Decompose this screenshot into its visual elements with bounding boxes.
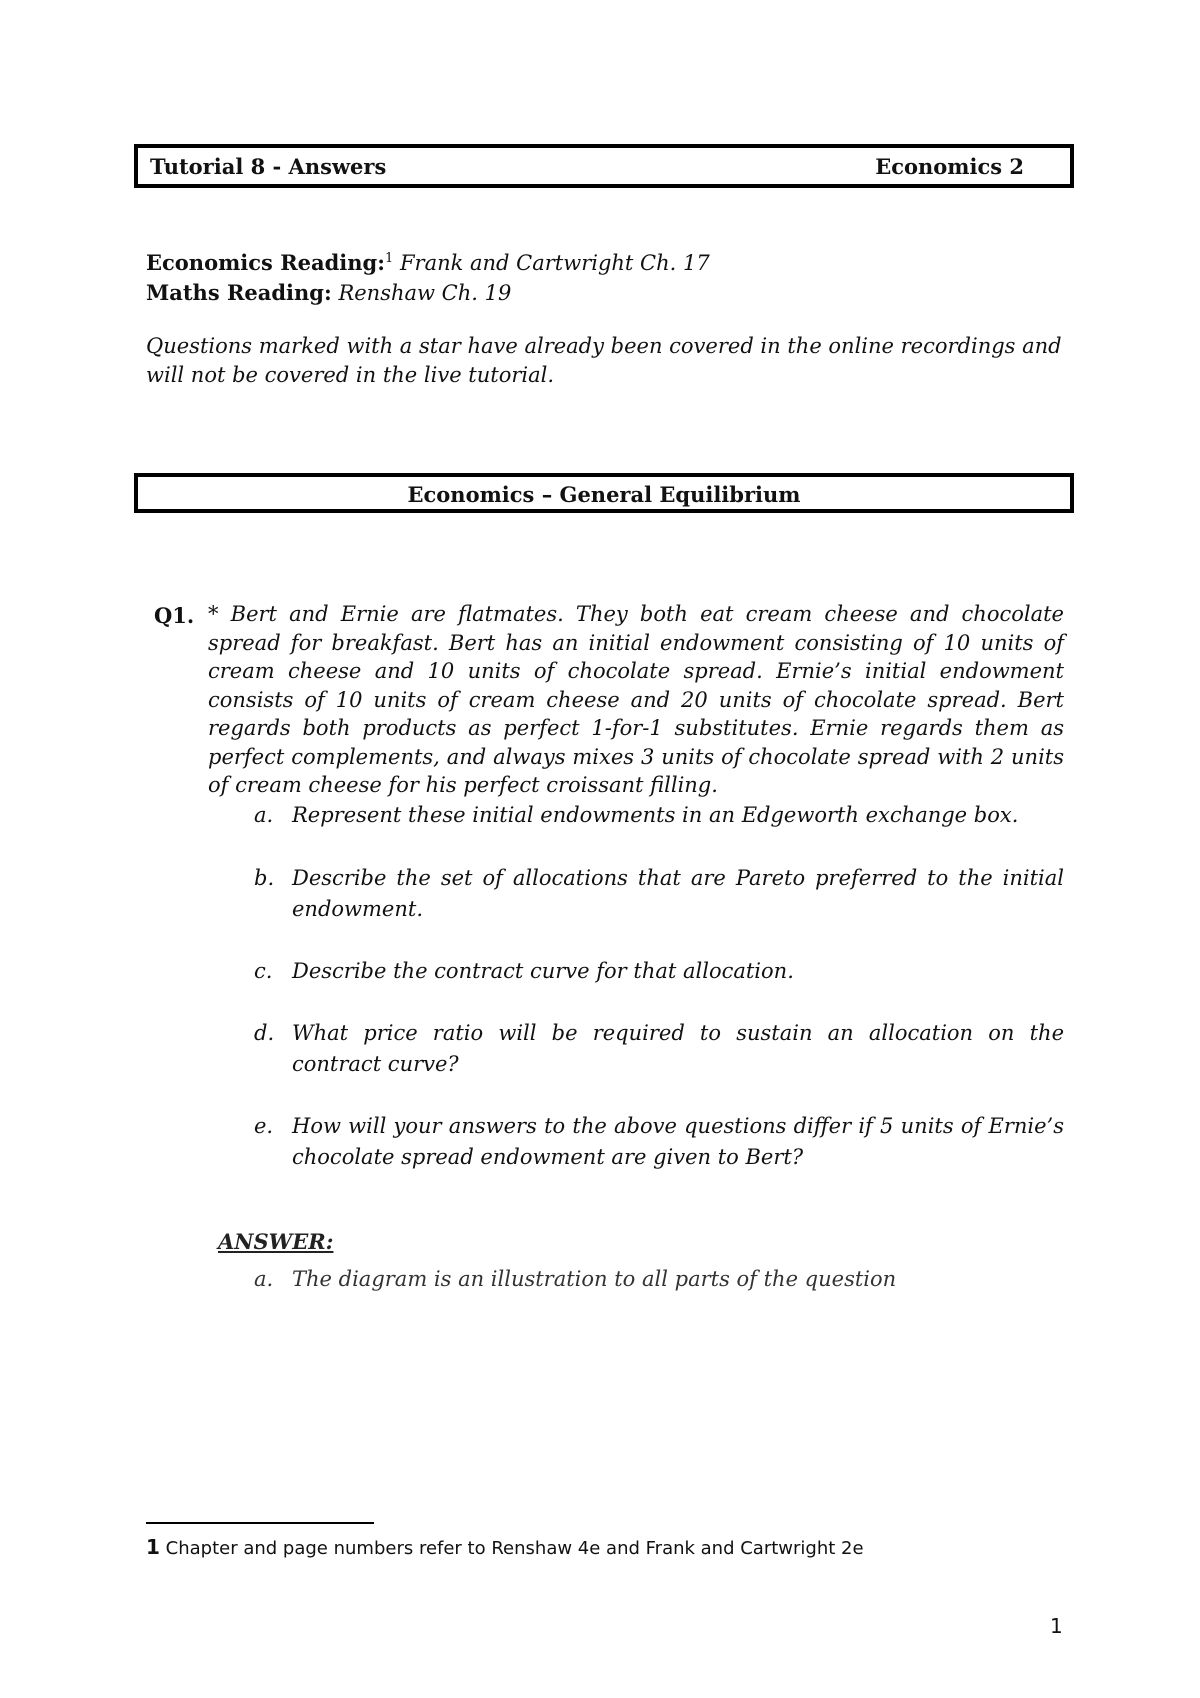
question-part-e [254,1111,1064,1173]
footnote-divider [146,1522,374,1524]
part-text: What price ratio will be required to sustain an allocation on the contract curve? [292,1021,1064,1076]
part-text: Represent these initial endowments in an Edgeworth exchange box. [292,803,1019,827]
answer-label: ANSWER: [218,1229,334,1254]
question-part-d [254,1018,1064,1080]
header-box [134,144,1074,188]
answer-part-a [254,1267,1064,1291]
section-title: Economics – General Equilibrium [407,482,801,507]
part-letter: a. [254,803,274,827]
economics-reading-label: Economics Reading: [146,250,385,275]
answer-text: The diagram is an illustration to all parts of the question [292,1267,897,1291]
part-text: Describe the contract curve for that allocation. [292,959,794,983]
footnote-reference[interactable]: 1 [384,251,394,266]
question-text: * Bert and Ernie are flatmates. They both eat cream cheese and chocolate spread for breakfast. Bert has an initial endowment consisting of 10 units of cream cheese and 10 units of chocolate spread. Ernie’s initial endowment consists of 10 units of cream cheese and 20 units of chocolate spread. Bert regards both products as perfect 1-for-1 substitutes. Ernie regards them as perfect complements, and always mixes 3 units of chocolate spread with 2 units of cream cheese for his perfect croissant filling. [208,602,1064,797]
part-letter: d. [254,1021,275,1045]
reading-list [146,244,710,308]
tutorial-title: Tutorial 8 - Answers [150,154,387,179]
economics-reading-text: Frank and Cartwright Ch. 17 [399,251,710,275]
footnote-text: Chapter and page numbers refer to Renshaw 4e and Frank and Cartwright 2e [159,1538,864,1559]
question-part-a [254,800,1064,831]
maths-reading [146,278,710,308]
star-note: Questions marked with a star have already been covered in the online recordings and will not be covered in the live tutorial. [146,334,1062,387]
section-title-box [134,473,1074,513]
part-text: How will your answers to the above questions differ if 5 units of Ernie’s chocolate spread endowment are given to Bert? [292,1114,1064,1169]
question-number: Q1. [154,603,195,628]
footnote [146,1535,864,1559]
economics-reading [146,244,710,278]
maths-reading-text: Renshaw Ch. 19 [338,281,512,305]
page-number: 1 [1050,1614,1063,1638]
part-text: Describe the set of allocations that are Pareto preferred to the initial endowment. [292,866,1064,921]
part-letter: b. [254,866,275,890]
course-name: Economics 2 [875,154,1024,179]
part-letter: e. [254,1114,274,1138]
answer-letter: a. [254,1267,274,1291]
question-part-b [254,863,1064,925]
footnote-number: 1 [146,1535,160,1559]
part-letter: c. [254,959,273,983]
question-part-c [254,956,1064,987]
maths-reading-label: Maths Reading: [146,280,332,305]
